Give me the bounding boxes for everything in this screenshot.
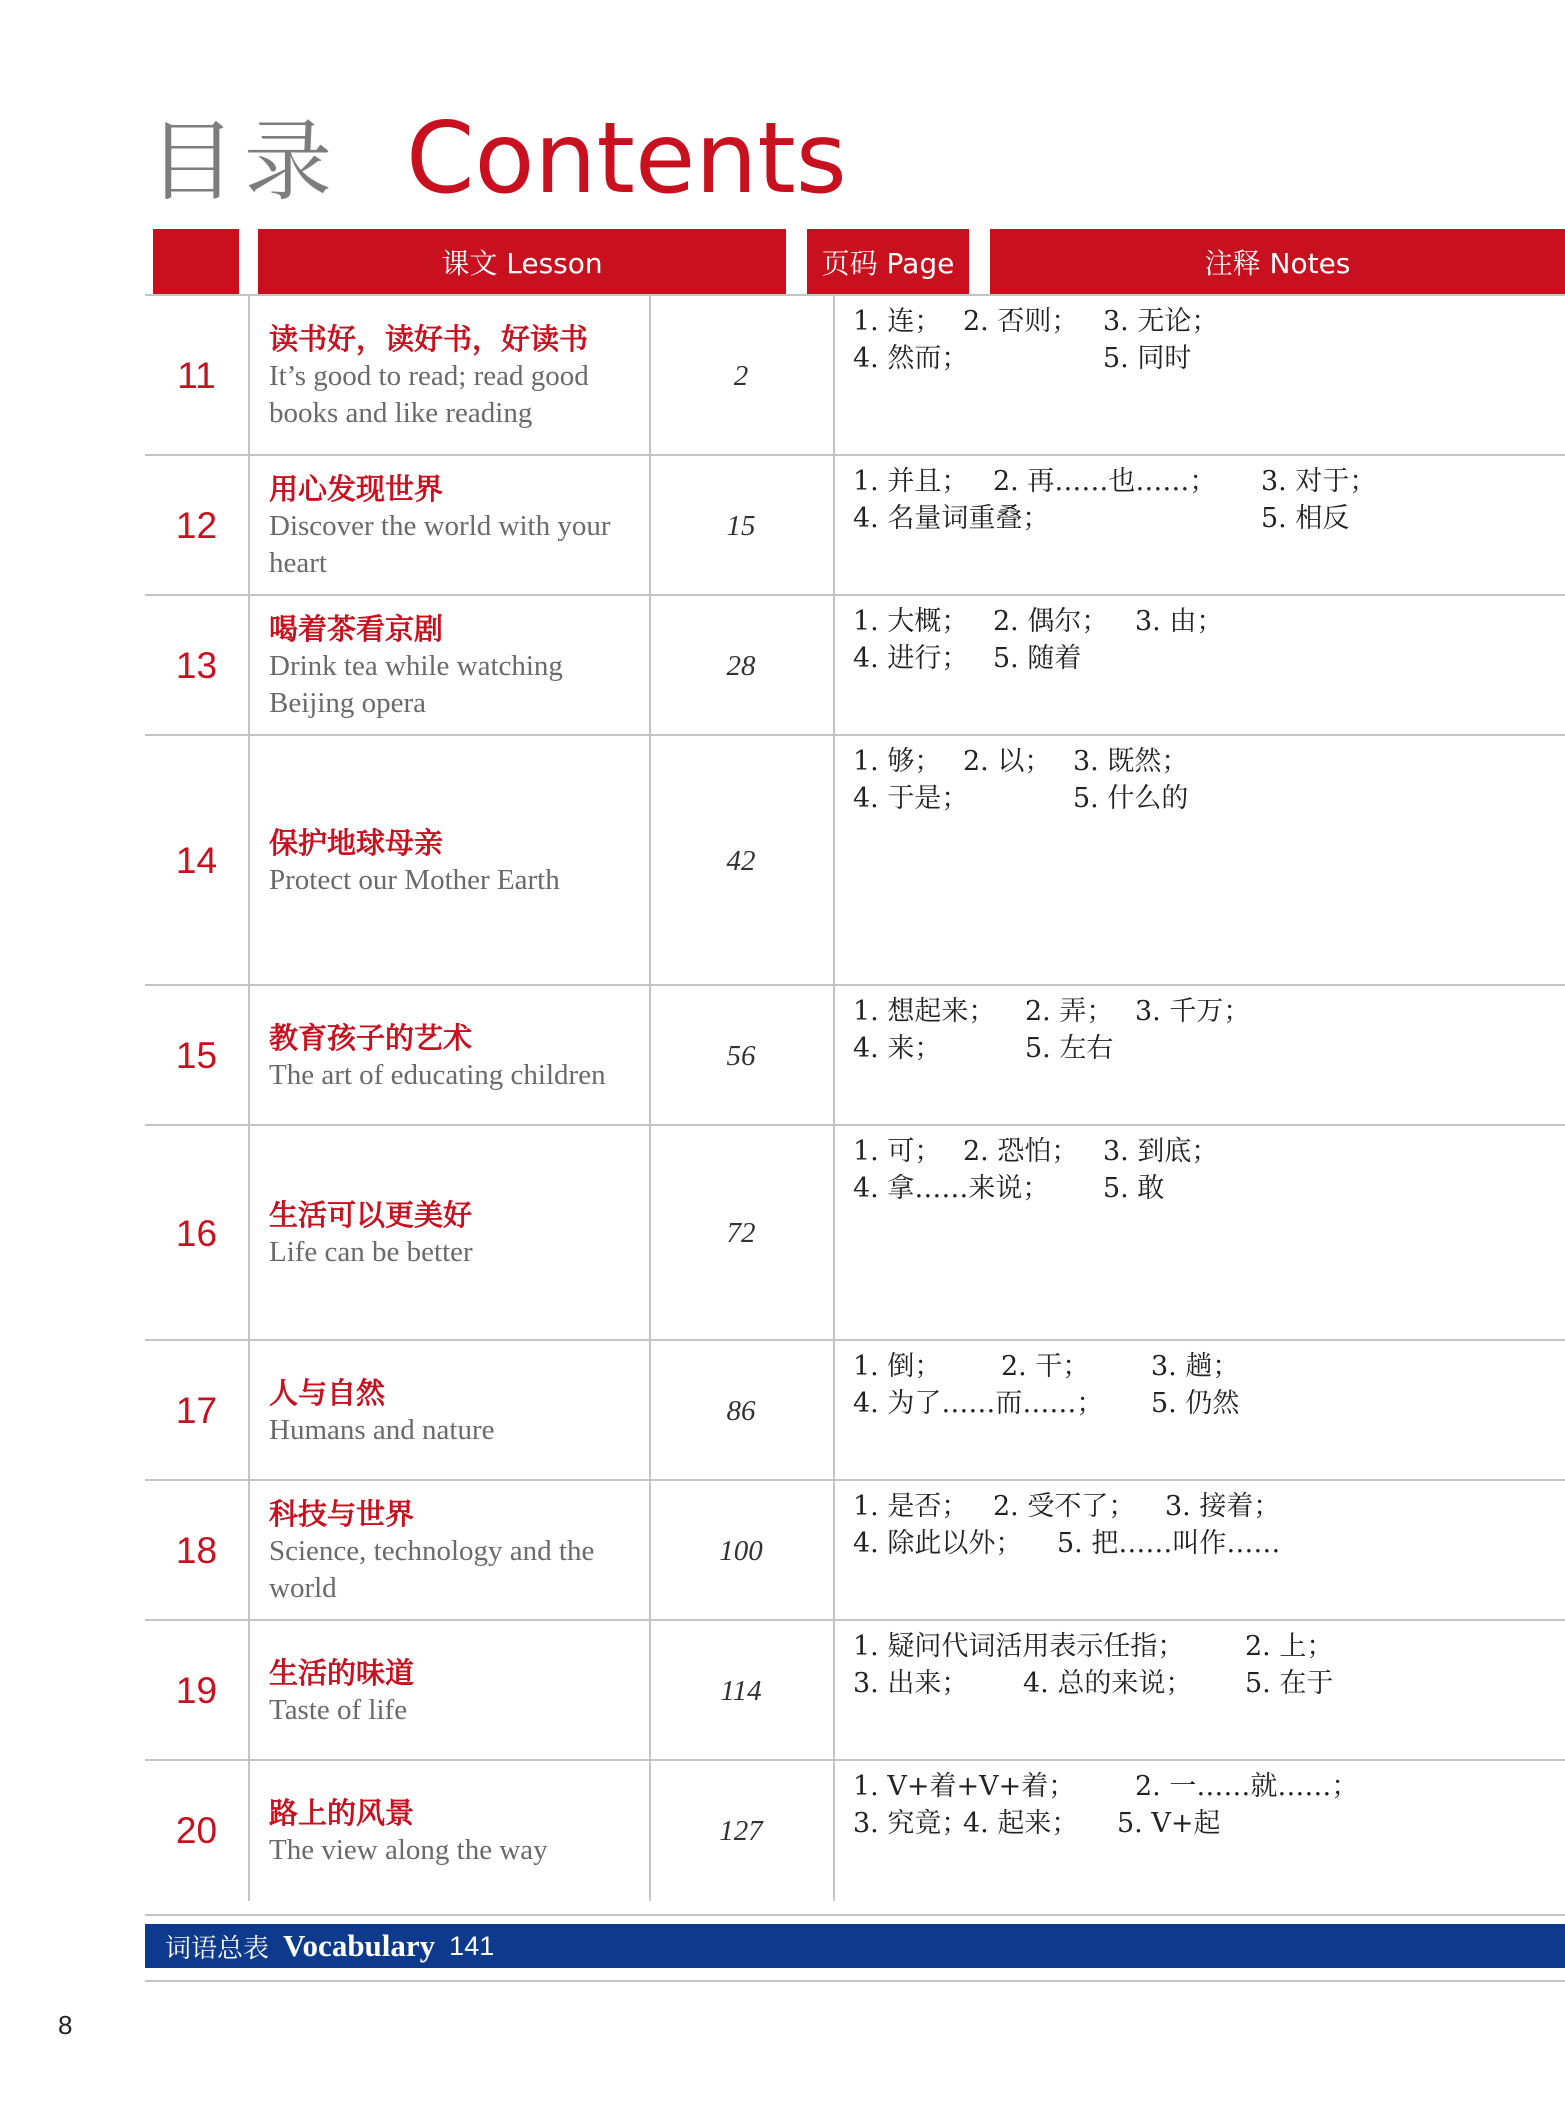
lesson-page-number: 2 [733,359,749,392]
notes-line [853,743,1565,780]
lesson-title-chinese: 生活可以更美好 [269,1198,473,1232]
column-divider [833,1621,835,1761]
column-divider [248,296,250,456]
lesson-row[interactable] [145,294,1565,456]
notes-line [853,1488,1565,1525]
note-item: 3. 对于； [1261,466,1377,497]
column-divider [833,736,835,986]
note-item: 5. 随着 [993,643,1082,674]
lesson-row[interactable] [145,1619,1565,1761]
lesson-row[interactable] [145,1759,1565,1901]
note-item: 1. V+着+V+着； [853,1771,1076,1802]
lesson-row[interactable] [145,454,1565,596]
lesson-title-english: The art of educating children [269,1058,606,1091]
note-item: 1. 够； [853,746,942,777]
note-item: 2. 再……也……； [993,466,1217,497]
lesson-notes [853,1768,1565,1842]
note-item: 5. 左右 [1025,1033,1114,1064]
lesson-number: 20 [175,1810,218,1851]
lesson-page-number: 100 [719,1534,763,1567]
column-divider [248,736,250,986]
column-divider [248,1481,250,1621]
notes-line [853,1665,1565,1702]
lesson-title-cell [269,596,644,736]
lesson-notes [853,1488,1565,1562]
lesson-row[interactable] [145,594,1565,736]
lesson-row[interactable] [145,1339,1565,1481]
notes-line [853,1170,1565,1207]
note-item: 5. 相反 [1261,503,1350,534]
column-divider [833,986,835,1126]
lesson-title-cell [269,986,644,1126]
column-divider [833,1341,835,1481]
lesson-page-number: 86 [726,1394,756,1427]
note-item: 1. 想起来； [853,996,996,1027]
column-divider [833,1126,835,1341]
lesson-title-english: Discover the world with your heart [269,510,611,579]
note-item: 4. 名量词重叠； [853,503,1050,534]
header-number-cell [153,229,239,294]
note-item: 5. 仍然 [1151,1388,1240,1419]
note-item: 2. 受不了； [993,1491,1136,1522]
column-divider [833,596,835,736]
notes-line [853,1348,1565,1385]
lesson-row[interactable] [145,1479,1565,1621]
vocabulary-page: 141 [449,1930,495,1961]
note-item: 2. 偶尔； [993,606,1109,637]
note-item: 4. 然而； [853,343,969,374]
lesson-row[interactable] [145,734,1565,986]
contents-table [145,229,1565,1866]
lesson-title-chinese: 读书好，读好书，好读书 [269,322,589,356]
note-item: 3. 出来； [853,1668,969,1699]
table-bottom-rule [145,1914,1565,1916]
lesson-page-number: 127 [719,1814,763,1847]
note-item: 2. 上； [1245,1631,1334,1662]
column-divider [833,1761,835,1901]
lesson-page-number: 56 [726,1039,756,1072]
column-divider [248,1621,250,1761]
column-divider [833,456,835,596]
lesson-title-chinese: 教育孩子的艺术 [269,1020,473,1055]
column-divider [248,596,250,736]
lesson-number: 14 [175,840,218,881]
note-item: 3. 千万； [1135,996,1251,1027]
lesson-notes [853,303,1565,377]
lesson-title-chinese: 用心发现世界 [269,472,444,506]
lesson-number: 16 [175,1212,218,1254]
note-item: 1. 并且； [853,466,969,497]
note-item: 1. 连； [853,306,942,337]
lesson-title-english: Drink tea while watching Beijing opera [269,650,563,719]
note-item: 4. 拿……来说； [853,1173,1050,1204]
lesson-title-cell [269,736,644,986]
notes-line [853,603,1565,640]
lesson-number: 12 [175,505,218,546]
lesson-page-number: 42 [726,844,756,877]
notes-line [853,1768,1565,1805]
lesson-notes [853,1133,1565,1207]
table-header [145,229,1565,294]
notes-line [853,640,1565,677]
lesson-number: 19 [175,1670,218,1711]
lesson-notes [853,1348,1565,1422]
lesson-title-english: It’s good to read; read good books and like reading [269,360,589,429]
lesson-title-chinese: 喝着茶看京剧 [269,612,444,646]
lesson-title-english: The view along the way [269,1833,548,1866]
lesson-title-chinese: 路上的风景 [269,1795,415,1830]
note-item: 3. 趟； [1151,1351,1240,1382]
column-divider [248,1126,250,1341]
notes-line [853,780,1565,817]
lesson-title-english: Life can be better [269,1236,473,1268]
notes-line [853,1525,1565,1562]
column-divider [248,1761,250,1901]
lesson-title-english: Taste of life [269,1693,408,1726]
lesson-notes [853,1628,1565,1702]
column-divider [248,456,250,596]
notes-line [853,463,1565,500]
lesson-title-cell [269,1621,644,1761]
note-item: 2. 以； [963,746,1052,777]
lesson-number: 15 [175,1035,218,1076]
lesson-title-chinese: 人与自然 [269,1375,386,1410]
notes-line [853,1805,1565,1842]
header-notes: 注释 Notes [990,229,1565,294]
lesson-number: 13 [175,645,218,686]
lesson-title-cell [269,296,644,456]
notes-line [853,1628,1565,1665]
lesson-row[interactable] [145,984,1565,1126]
notes-line [853,1030,1565,1067]
note-item: 1. 是否； [853,1491,969,1522]
note-item: 2. 干； [1001,1351,1090,1382]
note-item: 3. 既然； [1073,746,1189,777]
lesson-title-english: Humans and nature [269,1413,495,1446]
note-item: 2. 否则； [963,306,1079,337]
column-divider [833,1481,835,1621]
notes-line [853,993,1565,1030]
lesson-title-chinese: 生活的味道 [269,1655,415,1690]
note-item: 5. 在于 [1245,1668,1334,1699]
lesson-page-number: 72 [726,1217,756,1249]
note-item: 2. 恐怕； [963,1136,1079,1167]
vocabulary-english: Vocabulary [283,1928,436,1963]
vocabulary-entry[interactable] [145,1924,1565,1968]
column-divider [248,986,250,1126]
page-title [148,92,847,222]
note-item: 3. 由； [1135,606,1224,637]
notes-line [853,303,1565,340]
lesson-title-english: Science, technology and the world [269,1535,595,1604]
lesson-notes [853,993,1565,1067]
note-item: 5. 把……叫作…… [1057,1528,1281,1559]
lesson-title-cell [269,1761,644,1901]
notes-line [853,500,1565,537]
lesson-title-cell [269,1126,644,1341]
lesson-number: 17 [175,1390,218,1431]
note-item: 4. 起来； [963,1808,1079,1839]
vocabulary-chinese: 词语总表 [165,1933,270,1964]
header-lesson: 课文 Lesson [258,229,786,294]
note-item: 1. 疑问代词活用表示任指； [853,1631,1185,1662]
notes-line [853,1133,1565,1170]
lesson-title-chinese: 科技与世界 [269,1497,415,1531]
note-item: 3. 到底； [1103,1136,1219,1167]
vocabulary-bottom-rule [145,1980,1565,1982]
lesson-title-cell [269,1481,644,1621]
note-item: 5. 什么的 [1073,783,1189,814]
notes-line [853,340,1565,377]
note-item: 4. 于是； [853,783,969,814]
header-page: 页码 Page [807,229,969,294]
lesson-title-cell [269,1341,644,1481]
note-item: 5. 同时 [1103,343,1192,374]
page-number: 8 [58,2010,73,2040]
lesson-number: 11 [177,355,216,396]
note-item: 3. 接着； [1165,1491,1281,1522]
lesson-page-number: 28 [726,649,756,682]
lesson-title-english: Protect our Mother Earth [269,863,560,896]
note-item: 4. 总的来说； [1023,1668,1193,1699]
note-item: 5. 敢 [1103,1173,1165,1204]
note-item: 1. 大概； [853,606,969,637]
lesson-notes [853,743,1565,817]
lesson-row[interactable] [145,1124,1565,1341]
note-item: 1. 倒； [853,1351,942,1382]
note-item: 2. 弄； [1025,996,1114,1027]
note-item: 4. 为了……而……； [853,1388,1104,1419]
column-divider [248,1341,250,1481]
note-item: 5. V+起 [1117,1808,1221,1839]
lesson-notes [853,463,1565,537]
note-item: 4. 进行； [853,643,969,674]
note-item: 1. 可； [853,1136,942,1167]
lesson-notes [853,603,1565,677]
title-chinese: 目录 [148,110,341,213]
note-item: 3. 无论； [1103,306,1219,337]
lesson-title-chinese: 保护地球母亲 [269,825,444,860]
notes-line [853,1385,1565,1422]
note-item: 4. 来； [853,1033,942,1064]
lesson-page-number: 15 [726,509,756,542]
lesson-number: 18 [175,1530,218,1571]
note-item: 4. 除此以外； [853,1528,1023,1559]
note-item: 2. 一……就……； [1135,1771,1359,1802]
title-english: Contents [406,102,847,216]
column-divider [833,296,835,456]
lesson-page-number: 114 [720,1674,762,1707]
note-item: 3. 究竟； [853,1808,969,1839]
lesson-title-cell [269,456,644,596]
